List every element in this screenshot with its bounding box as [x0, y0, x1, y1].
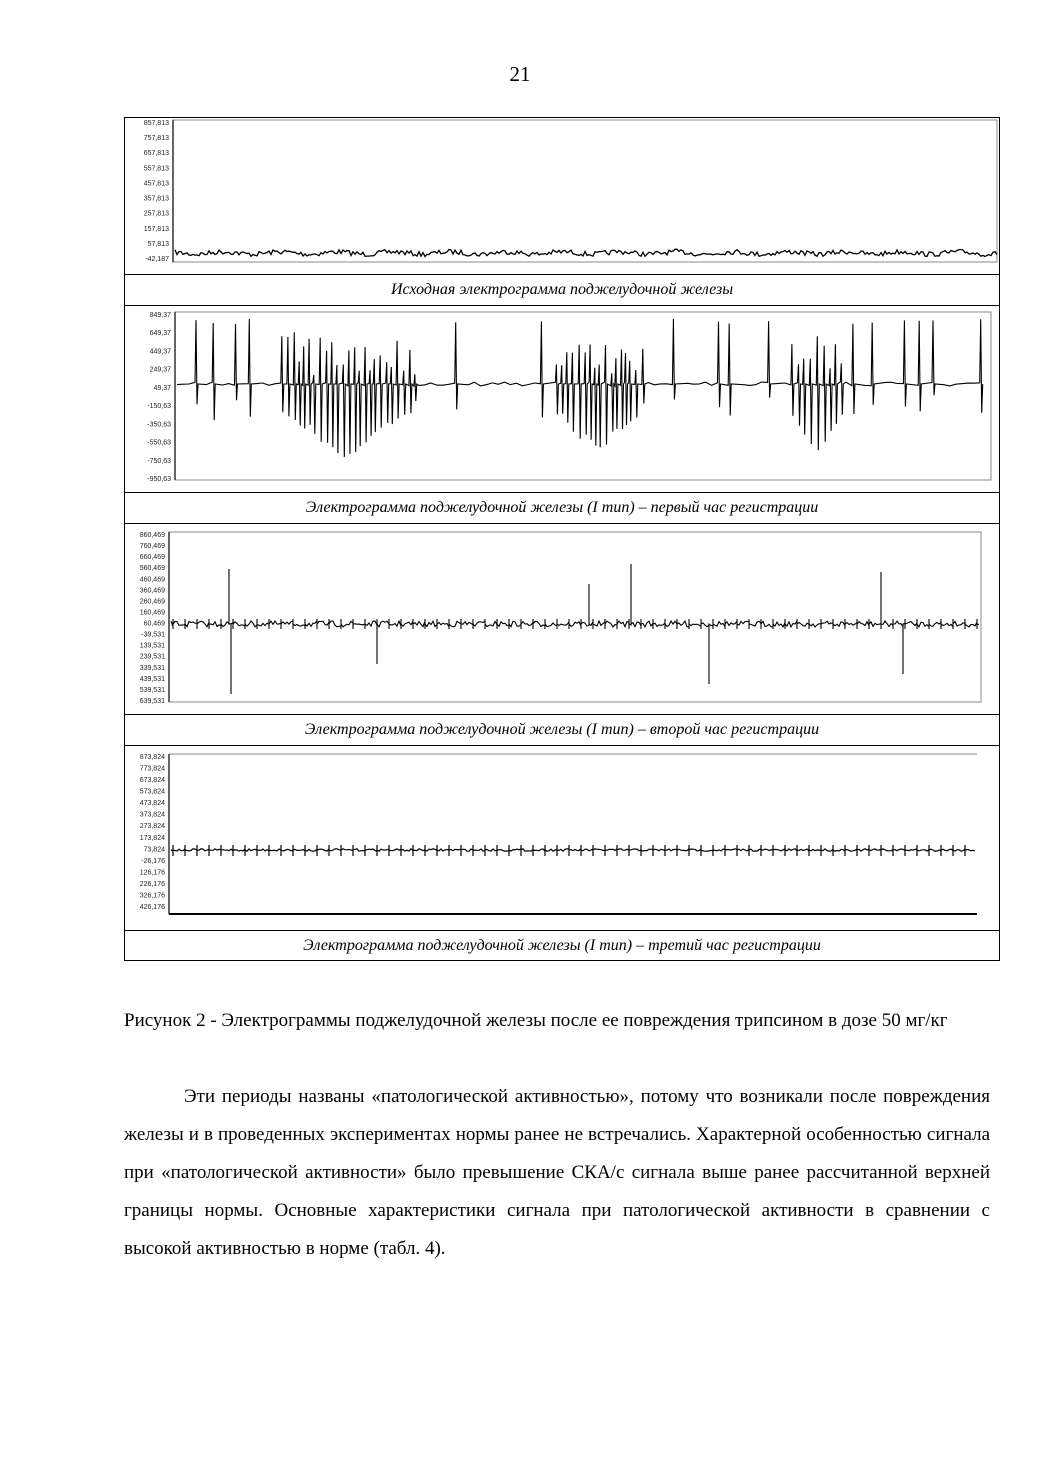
signal-trace	[175, 249, 997, 256]
y-tick-label: 560,469	[139, 565, 165, 573]
y-tick-label: 760,469	[139, 543, 165, 551]
y-tick-label: 457,813	[143, 180, 169, 188]
y-tick-label: -150,63	[147, 403, 171, 411]
page-number: 21	[509, 62, 531, 86]
y-tick-label: 849,37	[149, 312, 171, 319]
y-tick-label: 860,469	[139, 532, 165, 539]
signal-trace	[177, 319, 983, 457]
y-tick-label: 439,531	[139, 675, 165, 683]
y-tick-label: 773,824	[139, 765, 165, 773]
y-tick-label: 357,813	[143, 195, 169, 203]
y-tick-label: 139,531	[139, 642, 165, 650]
y-tick-label: 273,824	[139, 823, 165, 831]
y-tick-label: -550,63	[147, 439, 171, 447]
y-tick-label: 226,176	[139, 880, 165, 888]
y-tick-label: 260,469	[139, 598, 165, 606]
y-tick-label: 257,813	[143, 210, 169, 218]
electrogram-plot-2	[125, 306, 999, 492]
y-tick-label: 126,176	[139, 869, 165, 877]
figure	[124, 117, 1000, 961]
y-tick-label: 639,531	[139, 698, 165, 705]
y-tick-label: 660,469	[139, 554, 165, 562]
y-tick-label: 657,813	[143, 150, 169, 158]
electrogram-plot-3	[125, 524, 999, 714]
panel-caption-3: Электрограмма поджелудочной железы (I тип) – второй час регистрации	[125, 714, 999, 746]
y-tick-label: 460,469	[139, 576, 165, 584]
y-tick-label: 373,824	[139, 811, 165, 819]
y-tick-label: 449,37	[149, 348, 171, 356]
y-tick-label: -350,63	[147, 421, 171, 429]
y-tick-label: 360,469	[139, 587, 165, 595]
y-tick-label: 157,813	[143, 225, 169, 233]
y-tick-label: -950,63	[147, 476, 171, 483]
electrogram-plot-4	[125, 746, 999, 930]
panel-caption-2: Электрограмма поджелудочной железы (I тип) – первый час регистрации	[125, 492, 999, 524]
y-tick-label: -39,531	[141, 631, 165, 639]
y-tick-label: -750,63	[147, 457, 171, 465]
y-tick-label: -26,176	[141, 857, 165, 865]
figure-caption: Рисунок 2 - Электрограммы поджелудочной железы после ее повреждения трипсином в дозе 50 мг/кг	[124, 1010, 948, 1031]
y-tick-label: 173,824	[139, 834, 165, 842]
y-tick-label: 573,824	[139, 788, 165, 796]
panel-caption-4: Электрограмма поджелудочной железы (I тип) – третий час регистрации	[125, 930, 999, 962]
electrogram-plot-1	[125, 118, 999, 274]
y-tick-label: 473,824	[139, 800, 165, 808]
y-tick-label: 60,469	[143, 620, 165, 628]
signal-trace	[171, 564, 979, 694]
y-tick-label: 326,176	[139, 892, 165, 900]
y-tick-label: 649,37	[149, 330, 171, 338]
y-tick-label: 857,813	[143, 120, 169, 127]
y-tick-label: 557,813	[143, 165, 169, 173]
y-tick-label: 57,813	[147, 240, 169, 248]
y-tick-label: 339,531	[139, 664, 165, 672]
y-tick-label: 239,531	[139, 653, 165, 661]
panel-caption-1: Исходная электрограмма поджелудочной железы	[125, 274, 999, 306]
y-tick-label: -42,187	[145, 256, 169, 263]
y-tick-label: 49,37	[153, 384, 171, 392]
y-tick-label: 873,824	[139, 754, 165, 761]
y-tick-label: 673,824	[139, 777, 165, 785]
body-paragraph: Эти периоды названы «патологической активностью», потому что возникали после повреждения железы и в проведенных экспериментах нормы ранее не встречались. Характерной особенностью сигнала при «патологической активности» было превышение СКА/с сигнала выше ранее рассчитанной верхней границы нормы. Основные характеристики сигнала при патологической активности в сравнении с высокой активностью в норме (табл. 4).	[124, 1086, 990, 1259]
y-tick-label: 757,813	[143, 135, 169, 143]
y-tick-label: 426,176	[139, 904, 165, 911]
y-tick-label: 160,469	[139, 609, 165, 617]
y-tick-label: 249,37	[149, 366, 171, 374]
y-tick-label: 539,531	[139, 686, 165, 694]
y-tick-label: 73,824	[143, 846, 165, 854]
signal-trace	[171, 845, 975, 856]
